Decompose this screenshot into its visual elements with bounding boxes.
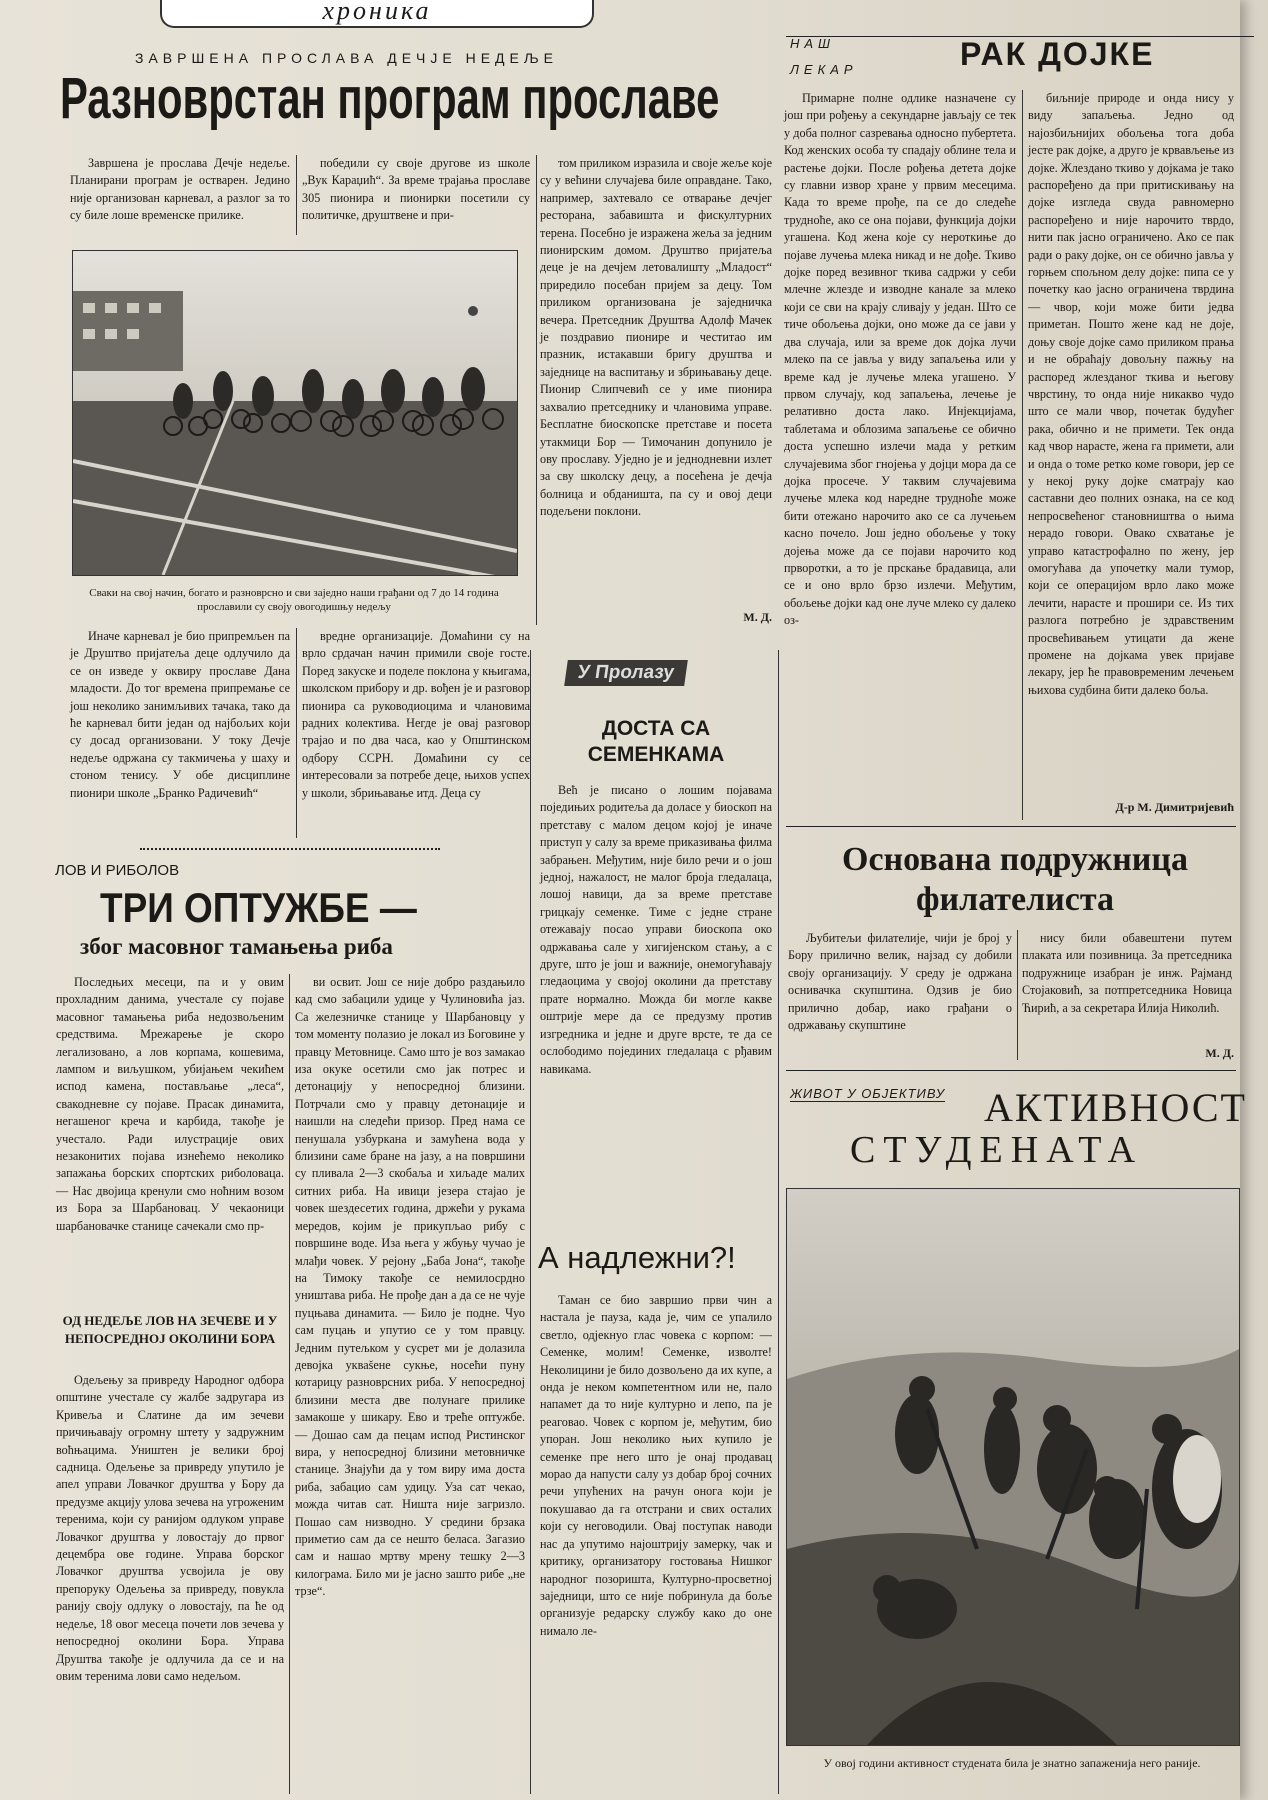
in-passing-badge: У Пролазу bbox=[564, 660, 688, 686]
column-rule bbox=[296, 155, 297, 235]
seeds-text: Већ је писано о лошим појавама поједињих родитеља да доласе у биоскоп на претставу с малом децом којој је иначе приступ у салу за време приказивања филма забрањен. Међутим, није било речи и о још једној, нажалост, не малог броја гледалаца, лошој навици, да за време претставе грицкају семенке. Тиме с једне стране отежавају посао управи биоскопа око одржавања сале у хигијенском стању, а с друге, што је још и важније, онемогућавају гледаоцима у својој околини да претставу прате нормално. Можда би могле какве оштрије мере да се предузму против изгредника и једне и друге врсте, те да се ослободимо појединих гледалаца с рђавим навикама. bbox=[540, 783, 772, 1076]
philately-col2: нису били обавештени путем плаката или позивница. За претседника подружнице изабран је инж. Рајманд Стојаковић, за потпретседника Новица Ћирић, а за секретара Илија Николић. bbox=[1022, 931, 1232, 1015]
column-rule bbox=[536, 155, 537, 625]
hunting-col1: Последњих месеци, па и у овим прохладним данима, учестале су појаве масовног тамањења риба недозвољеним средствима. Мрежарење је скоро легализовано, а лов корпама, кошевима, лампом и виљушком, убијањем чекићем испод камена, постављање „леса“, свакодневне су појаве. Прасак динамита, негашеног креча и карбида, такође је учестало. Ради илустрације ових незаконитих појава изнећемо неколико запажања борских спортских риболоваца. — Нас двојица кренули смо ноћним возом из Бора за Шарбановац. У чекаоници шарбановачке станице сачекали смо пр- bbox=[56, 975, 284, 1233]
column-rule bbox=[296, 628, 297, 838]
column-rule bbox=[1022, 90, 1023, 820]
lead-col1: Завршена је прослава Дечје недеље. Планирани програм је остварен. Једино није организован карневал, а разлог за то су биле лоше временске прилике. bbox=[70, 156, 290, 223]
students-kicker: ЖИВОТ У ОБЈЕКТИВУ bbox=[790, 1086, 946, 1101]
students-caption: У овој години активност студената била је знатно запаженија него раније. bbox=[823, 1756, 1201, 1770]
seeds-headline: ДОСТА СА СЕМЕНКАМА bbox=[587, 717, 725, 766]
students-headline-2: СТУДЕНАТА bbox=[850, 1129, 1144, 1171]
hunting-subtitle: због масовног тамањења риба bbox=[80, 934, 393, 959]
cyclists-caption: Сваки на свој начин, богато и разноврсно и сви заједно наши грађани од 7 до 14 година прославили су своју овогодишњу недељу bbox=[89, 587, 499, 613]
cyclists-photo bbox=[72, 250, 518, 576]
column-rule bbox=[289, 974, 290, 1794]
doctor-headline: РАК ДОЈКЕ bbox=[960, 36, 1155, 72]
lead-signature: М. Д. bbox=[743, 610, 772, 624]
authorities-text: Таман се био завршио први чин а настала је пауза, када је, чим се упалило светло, одјекнуо глас човека с корпом: — Семенке, молим! Семенке, изволте! Неколицини је било дозвољено да их купе, а онда је неком компетентном или не, пало напамет да то није културно и лепо, па је реаговао. Човек с корпом је, међутим, био упоран. Још неколико њих купило је семенке пре него што је онај продавац морао да напусти салу уз добар број сочних речи упућених на рачун онога који је покушавао да га отстрани и свих осталих који су неговодили. Овај поступак наводи нас да упутимо најоштрију замерку, чак и критику, организатору гостовања Нишког народног позоришта, Културно-просветној заједници, што се није побринула да боље организује редарску службу како до оне нимало ле- bbox=[540, 1293, 772, 1638]
column-rule bbox=[530, 650, 531, 1794]
lead-headline: Разноврстан програм прославе bbox=[60, 66, 720, 131]
doctor-col1: Примарне полне одлике назначене су још при рођењу а секундарне јављају се тек у доба полног сазревања односно пубертета. Код женских особа ту спадају облине тела и растење дојки. После рођења детета дојке су главни извор хране у првим месецима. Када то време прође, па се до следеће трудноће, ако се она појави, функција дојки угашена. Код жена које су нероткиње до појаве лучења млека никад и не дође. Ткиво дојке поред везивног ткива садржи у себи млечне жлезде и изводне канале за млеко који се сви на крају сливају у један. Што се тиче обољења дојки, оно може да се јави у два случаја, или за време док дојка лучи млеко па се јавља у виду запаљења или у време кад је лучење млека угашено. У првом случају, код запаљења, лечење је релативно доста лако. Инјекцијама, таблетама и облозима запаљење се обично доста успешно излечи мада у ретким случајевима због гнојења у дојци мора да се дојка просече. У таквим случајевима лучење млека код наредне трудноће може бити отежано нарочито ако се са лучењем касно почело. Још једно обољење у току дојења може да се појави нарочито код прворотки, а то је прскање брадавица, али се и оно врло брзо излечи. Међутим, обољење дојки кад оне луче млеко су далеко оз- bbox=[784, 91, 1016, 628]
students-headline-1: АКТИВНОСТ bbox=[984, 1085, 1247, 1130]
doctor-kicker-2: ЛЕКАР bbox=[790, 62, 858, 77]
philately-col1: Љубитељи филателије, чији је број у Бору прилично велик, најзад су добили своју организацију. У среду је одржана оснивачка скупштина. Одзив је био прилично добар, иако грађани о одржавању скупштине bbox=[788, 931, 1012, 1033]
philately-headline-1: Основана подружница bbox=[842, 841, 1188, 878]
masthead-title: хроника bbox=[322, 0, 432, 25]
section-divider bbox=[786, 826, 1236, 827]
section-divider bbox=[140, 848, 440, 850]
hunting-col1b: Одељењу за привреду Народног одбора општине учестале су жалбе задругара из Кривеља и Слатине да им зечеви причињавају огромну штету у задружним воћњацима. Уништен је велики број садница. Одељење за привреду упутило је апел управи Ловачког друштва у Бору да предузме акцију улова зечева на угроженим теренима, који су ранијом одлуком управе Ловачког друштва у ловостају до првог децембра ове године. Управа борског Ловачког друштва усвојила је ову препоруку Одељења за привреду, повукла ранију своју одлуку о ловостају, па ће од недеље, 18 овог месеца почети лов зечева у непосредној околини Бора. Управа Друштва такође је одлучила да се и на овим теренима лови само недељом. bbox=[56, 1373, 284, 1683]
lead-lower-col1: Иначе карневал је био припремљен па је Друштво пријатеља деце одлучило да се он изведе у оквиру прославе Дана младости. До тог времена припремање се још неколико занимљивих тачака, тако да ће карневал бити један од најбољих који су досад организовани. У току Дечје недеље одржана су такмичења у шаху и стоном тенису. У обе дисциплине пионири школе „Бранко Радичевић“ bbox=[70, 629, 290, 800]
hunting-kicker: ЛОВ И РИБОЛОВ bbox=[55, 862, 180, 879]
lead-lower-col2: вредне организације. Домаћини су на врло срдачан начин примили своје госте. Поред закуске и поделе поклона у књигама, школском прибору и др. вођен је и разговор пионира са руководиоцима и члановима радних колектива. Негде је овај разговор трајао и по два часа, као у Општинском одбору ССРН. Домаћини су се интересовали за потребе деце, њихов успех у школи, збрињавање итд. Деца су bbox=[302, 629, 530, 800]
doctor-signature: Д-р М. Димитријевић bbox=[1115, 800, 1234, 814]
philately-signature: М. Д. bbox=[1205, 1046, 1234, 1060]
doctor-col2: биљније природе и онда нису у виду запаљења. Једно од најозбиљнијих обољења тога доба јесте рак дојке, а друго је крвављење из дојке. Жлездано ткиво у дојкама је тако распоређено да при притискивању на дојке изгледа свуда равномерно распоређено и није нарочито тврдо, нити пак јасно ограничено. Ако се пак ради о раку дојке, он се обично јавља у горњем спољном делу дојке: пипа се у почетку као јасно ограничена тврдина — чвор, који може бити једва приметан. Пошто жене кад не доје, доњу своје дојке само приликом прања и не обраћају довољну пажњу на распоред жлезданог ткива и његову чврстину, то онда није никакво чудо што се мали чвор, почетак будућег рака, обично и не примети. Тек онда кад чвор нарасте, жена га примети, али и онда о томе ретко коме говори, јер се у некој руку дојке сматрају као саставни део полних ознака, на се код непросвећеног становништва о њима нерадо говори. Овако схватање је управо катастрофално по жену, јер омогућава да упочетку мали тумор, који се операцијом врло лако може лечити, нарасте и прошири се. Из тих разлога потребно је здравственим просвећивањем утицати да жене промене на дојкама увек пријаве лекару, јер ће правовременим лечењем њихова судбина бити далеко боља. bbox=[1028, 91, 1234, 697]
section-divider bbox=[786, 1070, 1236, 1071]
column-rule bbox=[1017, 930, 1018, 1060]
hunting-subhead: ОД НЕДЕЉЕ ЛОВ НА ЗЕЧЕВЕ И У НЕПОСРЕДНОЈ ОКОЛИНИ БОРА bbox=[62, 1313, 278, 1346]
column-rule bbox=[778, 650, 779, 1794]
lead-col2: победили су своје другове из школе „Вук Караџић“. За време трајања прославе 305 пионира и пионирки посетили су политичке, друштвене и при- bbox=[302, 156, 530, 223]
lead-col3: том приликом изразила и своје жеље које су у већини случајева биле оправдане. Тако, например, захтевало се отварање дечјег ресторана, забавишта и фискултурних терена. Посебно је изражена жеља за једним пионирским домом. Друштво пријатеља деце је на дечјем летовалишту „Младост“ приредило посебан пријем за децу. Том приликом организована је заједничка вечера. Претседник Друштва Адолф Мачек је поздравио пионире и честитао им празник, истакавши бригу друштва и заједнице на васпитању и збрињавању деце. Пионир Слипчевић се у име пионира захвалио претседнику и члановима управе. Бесплатне биоскопске претставе и посета утакмици Бор — Тимочанин допунило је ову прославу. Уједно је и једнодневни излет за сву школску децу, а посећена је дечја болница и обданишта, па су и овој деци подељени поклони. bbox=[540, 156, 772, 519]
masthead-logo bbox=[160, 0, 594, 28]
hunting-col2: ви освит. Још се није добро раздањило кад смо забацили удице у Чулиновића јаз. Са железничке станице у Шарбановцу у том моменту полазио је локал из Боговине у правцу Метовнице. Само што је воз замакао иза окуке осетили смо јак потрес и детонацију у непосредној близини. Потрчали смо у правцу детонације и наишли на следећи призор. Пред нама се пенушала узбуркана и замућена вода у близини саме бране на јазу, а на површини су пливала 2—3 скобаља и хиљаде малих ситних риба. На ивици језера стајао је човек шездесетих година, држећи у рукама мередов, којим је прикупљао рибу с површине воде. Иза њега у жбуњу чучао је млађи човек. У рејону „Баба Јона“, такође на Тимоку такође се немилосрдно уништава риба. Не прође дан а да се не чује пуцњава динамита. — Било је подне. Чуо сам пуцањ и упутио се у том правцу. Једним путељком у сусрет ми је долазила девојка укваšене сукње, носећи пуну котарицу разноврсних риба. У непосредној близини места две полунаге прилике замакоше у шикару. Ево и треће оптужбе. — Дошао сам да пецам испод Ристинског вира, у непосредној близини метовничке станице. Знајући да у том виру има доста риба, забацио сам удицу. Уза сат чекао, можда читав сат. Ништа није загризло. Пошао сам низводно. У средини брзака приметио сам да се нешто белаcа. Загазио сам и нашао мртву мрену тешку 2—3 килограма. Било ми је јасно зашто рибе „не трзе“. bbox=[295, 975, 525, 1599]
hunting-headline: ТРИ ОПТУЖБЕ — bbox=[100, 884, 417, 931]
philately-headline-2: филателиста bbox=[916, 881, 1114, 918]
authorities-headline: А надлежни?! bbox=[538, 1240, 736, 1275]
doctor-kicker-1: НАШ bbox=[790, 36, 836, 51]
students-photo bbox=[786, 1188, 1240, 1746]
lead-kicker: ЗАВРШЕНА ПРОСЛАВА ДЕЧЈЕ НЕДЕЉЕ bbox=[135, 50, 559, 66]
